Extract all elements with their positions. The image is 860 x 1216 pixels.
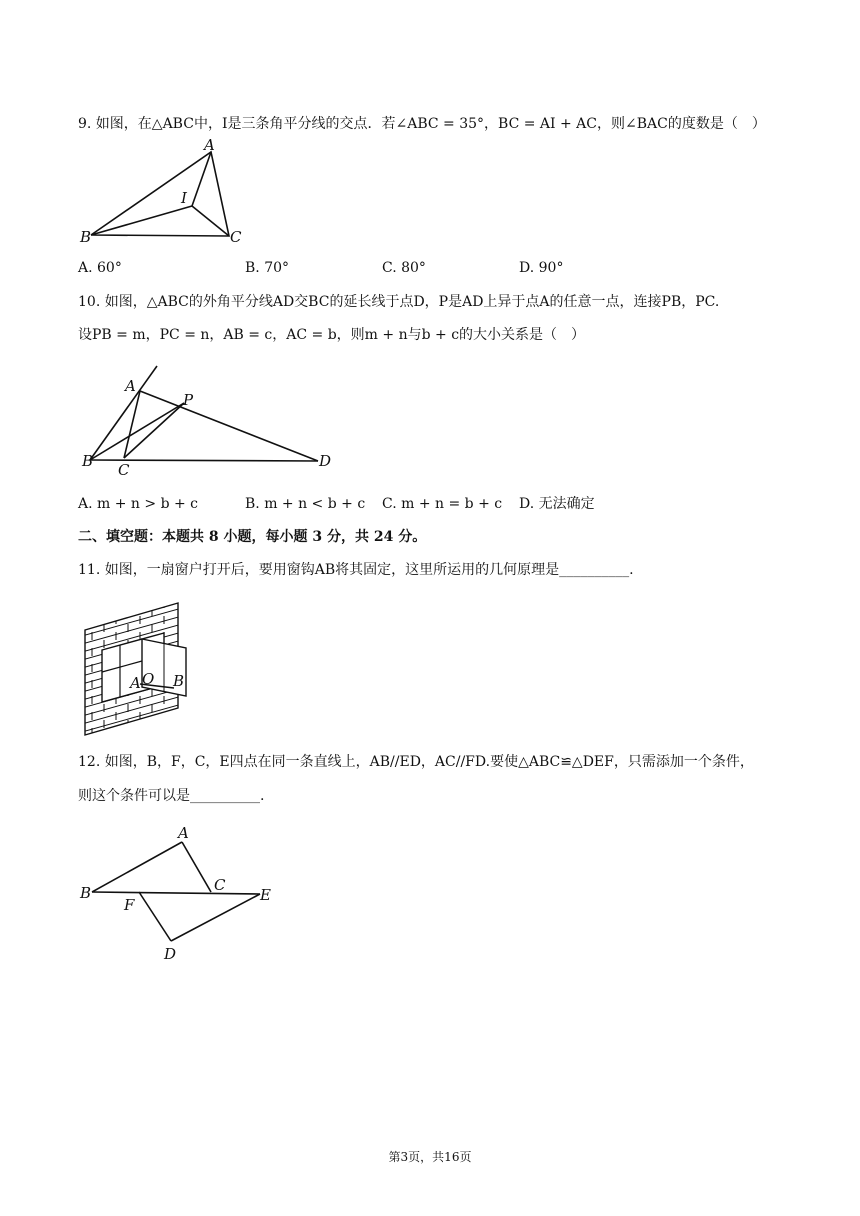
q12-segment-fd — [139, 892, 171, 941]
q12-figure — [78, 822, 288, 962]
q9-label-i: I — [181, 189, 187, 207]
q11-label-b: B — [173, 672, 185, 690]
q10-label-b: B — [82, 452, 94, 470]
q9-stem: 9. 如图，在△ABC中，I是三条角平分线的交点．若∠ABC = 35°，BC = AI + AC，则∠BAC的度数是（ ） — [78, 116, 766, 132]
q10-segment-pb — [90, 403, 184, 460]
q10-figure — [82, 360, 342, 480]
q12-segment-ac — [182, 842, 211, 892]
q10-option-d[interactable]: D. 无法确定 — [519, 496, 595, 512]
q12-label-a: A — [178, 824, 189, 842]
q9-label-c: C — [230, 228, 242, 246]
section-heading: 二、填空题：本题共 8 小题，每小题 3 分，共 24 分。 — [78, 529, 427, 545]
q12-label-f: F — [124, 896, 135, 914]
q9-segment-bi — [91, 206, 192, 235]
q9-segment-ai — [192, 152, 211, 206]
q11-figure — [82, 600, 202, 740]
q12-label-c: C — [214, 876, 226, 894]
q10-stem-line2: 设PB = m，PC = n，AB = c，AC = b，则m + n与b + c的大小关系是（ ） — [78, 327, 586, 343]
q10-ray-ba — [90, 366, 157, 460]
q12-segment-be — [92, 892, 260, 894]
q9-figure — [80, 136, 260, 250]
q9-label-a: A — [204, 136, 215, 154]
q11-label-o: O — [142, 670, 155, 688]
q12-label-d: D — [164, 945, 177, 963]
q11-stem: 11. 如图，一扇窗户打开后，要用窗钩AB将其固定，这里所运用的几何原理是__________. — [78, 562, 634, 578]
q10-label-a: A — [125, 377, 136, 395]
q10-label-c: C — [118, 461, 130, 479]
q10-option-b[interactable]: B. m + n < b + c — [245, 496, 366, 512]
q9-option-a[interactable]: A. 60° — [78, 260, 122, 276]
q10-stem-line1: 10. 如图，△ABC的外角平分线AD交BC的延长线于点D，P是AD上异于点A的任意一点，连接PB，PC. — [78, 294, 720, 310]
q12-segment-ab — [92, 842, 182, 892]
q12-segment-de — [171, 894, 260, 941]
q11-label-a: A — [130, 674, 141, 692]
q10-segment-pc — [124, 403, 184, 458]
q10-option-c[interactable]: C. m + n = b + c — [382, 496, 503, 512]
page-footer: 第3页，共16页 — [388, 1150, 472, 1164]
q10-label-p: P — [183, 391, 194, 409]
q9-label-b: B — [80, 228, 92, 246]
q9-triangle — [91, 152, 229, 236]
q12-label-e: E — [260, 886, 271, 904]
q9-option-d[interactable]: D. 90° — [519, 260, 564, 276]
q12-stem-line1: 12. 如图，B，F，C，E四点在同一条直线上，AB//ED，AC//FD.要使△ABC≌△DEF，只需添加一个条件， — [78, 754, 754, 770]
q10-label-d: D — [319, 452, 332, 470]
q12-stem-line2: 则这个条件可以是__________. — [78, 788, 265, 804]
q10-option-a[interactable]: A. m + n > b + c — [78, 496, 198, 512]
q10-segment-ad — [140, 391, 318, 461]
q9-option-c[interactable]: C. 80° — [382, 260, 426, 276]
q12-label-b: B — [80, 884, 92, 902]
q9-option-b[interactable]: B. 70° — [245, 260, 290, 276]
